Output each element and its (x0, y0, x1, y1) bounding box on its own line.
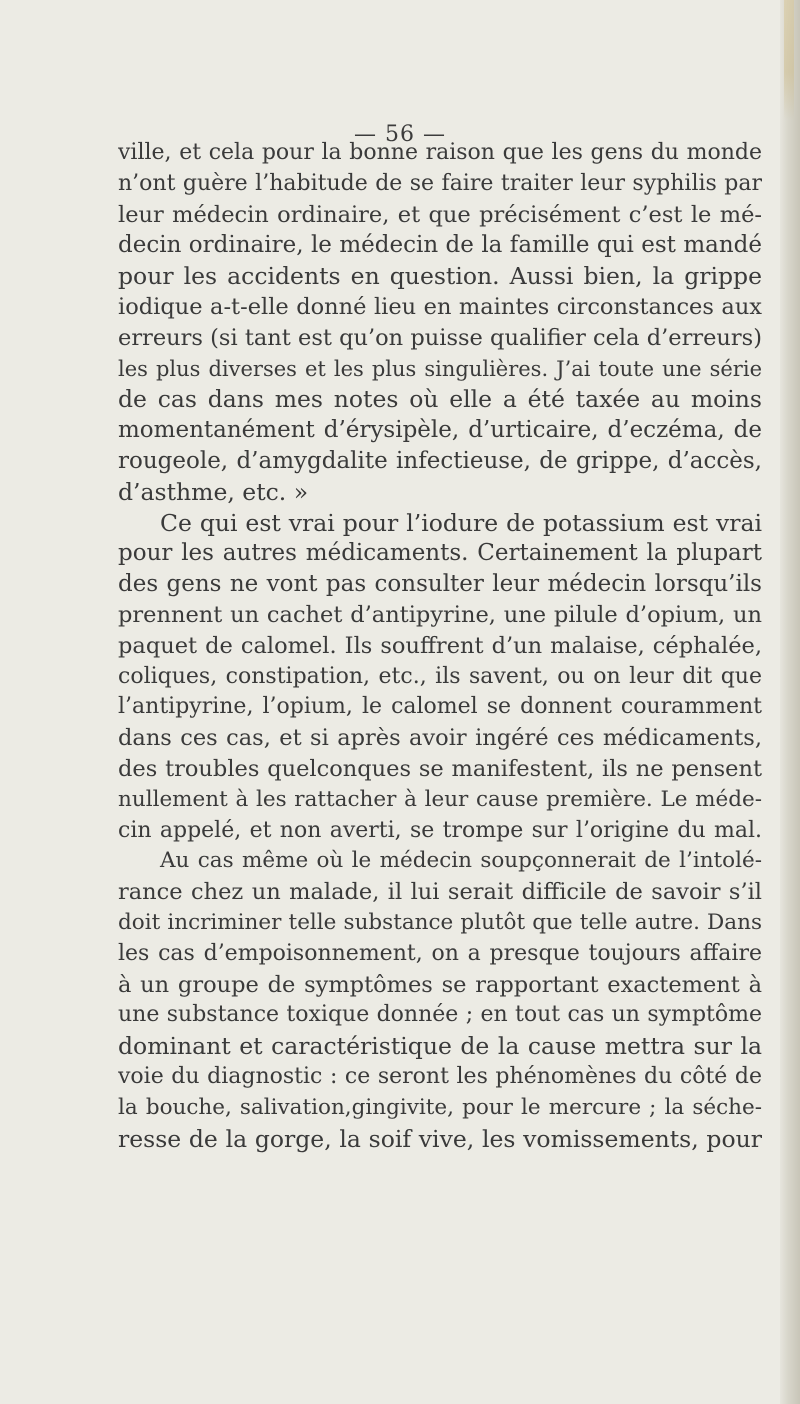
text-line: de cas dans mes notes où elle a été taxée au moins (118, 385, 762, 414)
text-line: erreurs (si tant est qu’on puisse qualifier cela d’erreurs) (118, 324, 762, 351)
body-text (118, 138, 762, 1154)
text-line: nullement à les rattacher à leur cause première. Le méde- (118, 786, 762, 812)
text-line: pour les autres médicaments. Certainement la plupart (118, 540, 762, 567)
text-line: resse de la gorge, la soif vive, les vomissements, pour (118, 1124, 762, 1153)
text-line: l’antipyrine, l’opium, le calomel se donnent couramment (118, 694, 762, 720)
text-line: coliques, constipation, etc., ils savent, ou on leur dit que (118, 663, 762, 689)
text-line: voie du diagnostic : ce seront les phénomènes du côté de (118, 1063, 762, 1089)
text-line: dans ces cas, et si après avoir ingéré ces médicaments, (118, 725, 762, 752)
text-line: doit incriminer telle substance plutôt que telle autre. Dans (118, 909, 762, 935)
text-line: n’ont guère l’habitude de se faire traiter leur syphilis par (118, 170, 762, 196)
text-line: une substance toxique donnée ; en tout cas un symptôme (118, 1002, 762, 1028)
text-line: paquet de calomel. Ils souffrent d’un malaise, céphalée, (118, 632, 762, 659)
text-line: Au cas même où le médecin soupçonnerait de l’intolé- (160, 848, 762, 874)
page-edge-shadow (780, 0, 800, 1404)
text-line: cin appelé, et non averti, se trompe sur l’origine du mal. (118, 817, 762, 843)
text-line: Ce qui est vrai pour l’iodure de potassium est vrai (160, 508, 762, 537)
text-line: rougeole, d’amygdalite infectieuse, de grippe, d’accès, (118, 447, 762, 474)
text-line: decin ordinaire, le médecin de la famille qui est mandé (118, 232, 762, 259)
text-line: ville, et cela pour la bonne raison que les gens du monde (118, 140, 762, 165)
text-line: iodique a-t-elle donné lieu en maintes circonstances aux (118, 293, 762, 320)
text-line: d’asthme, etc. » (118, 477, 309, 506)
text-line: les plus diverses et les plus singulières. J’ai toute une série (118, 356, 762, 381)
text-line: dominant et caractéristique de la cause mettra sur la (118, 1032, 762, 1061)
text-line: prennent un cachet d’antipyrine, une pilule d’opium, un (118, 601, 762, 628)
text-line: rance chez un malade, il lui serait difficile de savoir s’il (118, 879, 762, 906)
text-line: leur médecin ordinaire, et que précisément c’est le mé- (118, 201, 762, 228)
text-line: momentanément d’érysipèle, d’urticaire, d’eczéma, de (118, 417, 762, 444)
text-line: des troubles quelconques se manifestent, ils ne pensent (118, 755, 762, 782)
text-line: à un groupe de symptômes se rapportant exactement à (118, 971, 762, 998)
page-number: — 56 — (354, 122, 446, 147)
text-line: pour les accidents en question. Aussi bien, la grippe (118, 262, 762, 291)
text-line: les cas d’empoisonnement, on a presque toujours affaire (118, 940, 762, 966)
text-line: des gens ne vont pas consulter leur médecin lorsqu’ils (118, 571, 762, 598)
page-edge-stain (784, 0, 794, 120)
text-line: la bouche, salivation,gingivite, pour le mercure ; la séche- (118, 1094, 762, 1120)
